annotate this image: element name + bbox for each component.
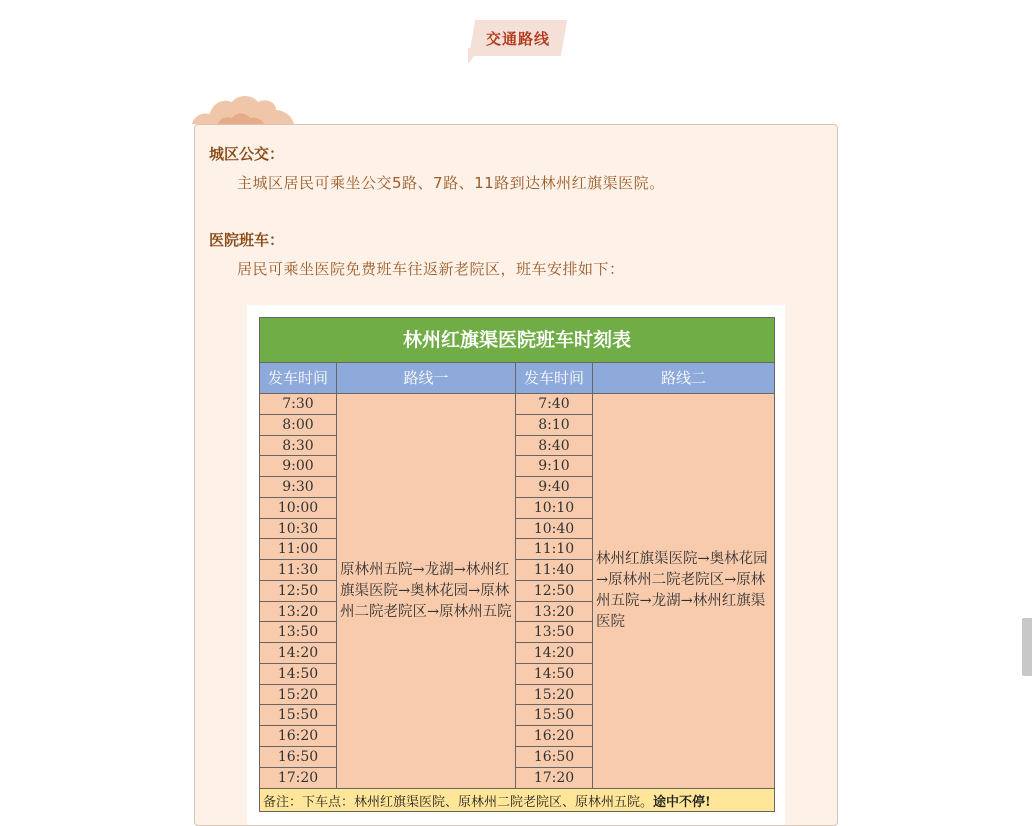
route2-time-cell: 17:20 (533, 769, 575, 786)
timetable-title: 林州红旗渠医院班车时刻表 (260, 318, 774, 363)
note-text: 备注：下车点：林州红旗渠医院、原林州二院老院区、原林州五院。 (263, 795, 654, 811)
timetable-image (247, 305, 785, 825)
route2-time-cell: 16:50 (516, 747, 592, 768)
timetable-note (260, 789, 774, 811)
shuttle-section-text: 居民可乘坐医院免费班车往返新老院区，班车安排如下： (237, 260, 625, 278)
route1-time-cell: 16:50 (260, 747, 336, 768)
route2-time-cell: 13:50 (516, 622, 592, 643)
route1-time-cell: 9:30 (260, 477, 336, 498)
route2-time-cell: 16:20 (516, 726, 592, 747)
heading-tag-tail (468, 48, 480, 64)
route2-time-cell: 11:40 (516, 560, 592, 581)
route2-time-cell: 14:20 (516, 643, 592, 664)
route2-time-cell: 8:10 (516, 415, 592, 436)
route2-times-column (516, 394, 593, 788)
bus-section-title: 城区公交： (209, 145, 285, 163)
timetable-body (260, 394, 774, 789)
route1-time-cell: 13:20 (260, 602, 336, 623)
header-departure-1: 发车时间 (260, 363, 337, 393)
route2-time-cell: 8:40 (516, 436, 592, 457)
route1-time-cell: 11:30 (260, 560, 336, 581)
route1-time-cell: 15:50 (260, 705, 336, 726)
route1-time-cell: 8:30 (260, 436, 336, 457)
route2-description: 林州红旗渠医院→奥林花园→原林州二院老院区→原林州五院→龙湖→林州红旗渠医院 (596, 551, 768, 630)
route1-time-cell: 14:50 (260, 664, 336, 685)
note-bold: 途中不停! (653, 795, 711, 811)
route1-time-cell: 9:00 (260, 456, 336, 477)
timetable (259, 317, 775, 812)
section-heading (468, 18, 568, 64)
route2-time-cell: 12:50 (516, 581, 592, 602)
back-to-top-button[interactable] (1022, 618, 1032, 676)
route2-time-cell: 15:50 (516, 705, 592, 726)
header-departure-2: 发车时间 (516, 363, 593, 393)
route2-time-cell: 9:40 (516, 477, 592, 498)
route2-time-cell: 14:50 (516, 664, 592, 685)
route1-times-column (260, 394, 337, 788)
route2-time-cell: 9:10 (516, 456, 592, 477)
route2-time-cell: 11:10 (516, 539, 592, 560)
route2-time-cell: 10:40 (516, 519, 592, 540)
route2-time-cell: 13:20 (516, 602, 592, 623)
route1-time-cell: 15:20 (260, 685, 336, 706)
shuttle-section-title: 医院班车： (209, 231, 285, 249)
route1-time-cell: 13:50 (260, 622, 336, 643)
header-route-1: 路线一 (337, 363, 516, 393)
route1-time-cell: 11:00 (260, 539, 336, 560)
heading-title: 交通路线 (485, 30, 550, 48)
route1-time-cell: 12:50 (260, 581, 336, 602)
route1-time-cell: 10:30 (260, 519, 336, 540)
route2-time-cell: 15:20 (516, 685, 592, 706)
bus-section-text: 主城区居民可乘坐公交5路、7路、11路到达林州红旗渠医院。 (237, 174, 665, 192)
cloud-decoration-icon (188, 90, 298, 126)
route2-time-cell: 10:10 (516, 498, 592, 519)
route1-time-cell: 17:20 (277, 769, 319, 786)
route1-time-cell: 7:30 (260, 394, 336, 415)
route1-time-cell: 14:20 (260, 643, 336, 664)
route1-time-cell: 10:00 (260, 498, 336, 519)
route1-time-cell: 8:00 (260, 415, 336, 436)
route2-time-cell: 7:40 (516, 394, 592, 415)
route1-description: 原林州五院→龙湖→林州红旗渠医院→奥林花园→原林州二院老院区→原林州五院 (337, 394, 516, 788)
timetable-header-row (260, 363, 774, 394)
route1-time-cell: 16:20 (260, 726, 336, 747)
content-card (194, 124, 838, 826)
header-route-2: 路线二 (660, 369, 706, 387)
